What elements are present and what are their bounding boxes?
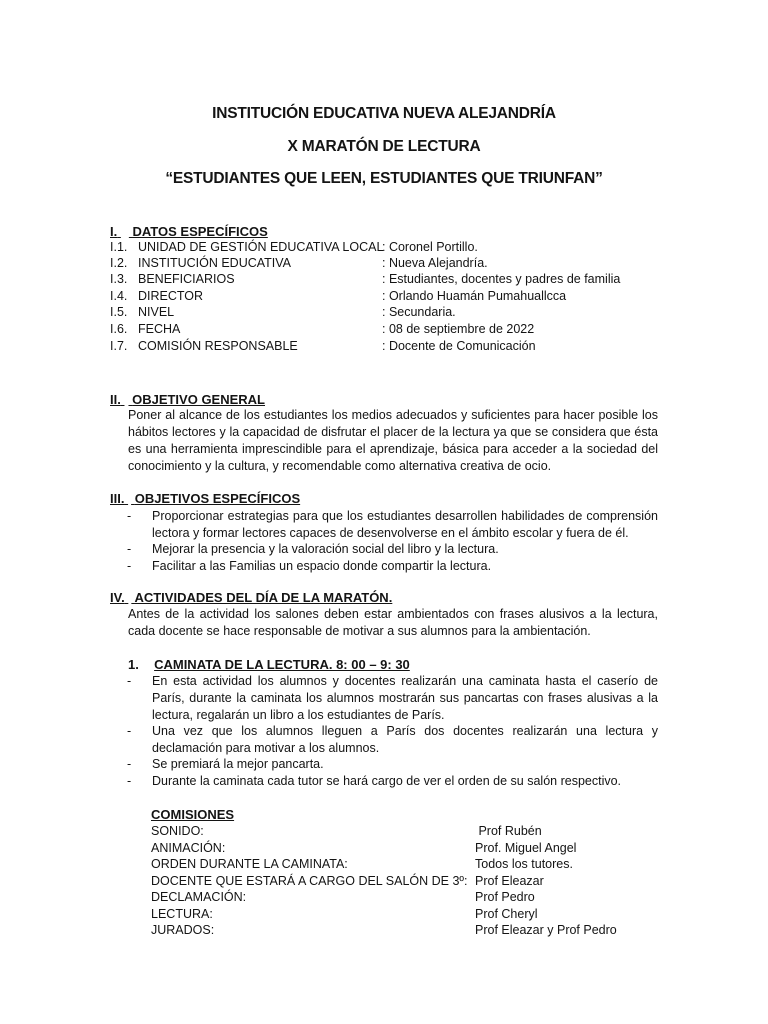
data-row xyxy=(110,272,621,286)
list-item: - Se premiará la mejor pancarta. xyxy=(127,757,324,771)
section-4-title: ACTIVIDADES DEL DÍA DE LA MARATÓN. xyxy=(134,590,393,605)
committee-row xyxy=(151,874,544,888)
list-item: - Proporcionar estrategias para que los estudiantes desarrollen habilidades de comprensión lectora y formar lectores capaces de desenvolverse en el ámbito escolar y fuera de él. xyxy=(127,509,658,540)
committee-row xyxy=(151,857,573,871)
list-item: - Una vez que los alumnos lleguen a París dos docentes realizarán una lectura y declamación para motivar a los alumnos. xyxy=(127,724,658,755)
committee-label: SONIDO: xyxy=(151,824,204,838)
event-title: X MARATÓN DE LECTURA xyxy=(287,138,481,155)
section-2-title: OBJETIVO GENERAL xyxy=(132,392,266,407)
row-label: INSTITUCIÓN EDUCATIVA xyxy=(138,256,292,270)
data-row xyxy=(110,322,535,336)
committee-row xyxy=(151,841,577,855)
row-label: BENEFICIARIOS xyxy=(138,272,235,286)
committee-value: Prof Cheryl xyxy=(475,907,538,921)
section-1-number: I. xyxy=(110,224,118,239)
row-value: : 08 de septiembre de 2022 xyxy=(382,322,535,336)
row-number: I.7. xyxy=(110,339,128,353)
data-row xyxy=(110,256,488,270)
section-1-title: DATOS ESPECÍFICOS xyxy=(132,224,268,239)
row-number: I.3. xyxy=(110,272,128,286)
row-number: I.2. xyxy=(110,256,128,270)
committee-label: DECLAMACIÓN: xyxy=(151,890,247,904)
committees-heading: COMISIONES xyxy=(151,807,235,822)
section-3-title: OBJETIVOS ESPECÍFICOS xyxy=(134,491,301,506)
committee-label: JURADOS: xyxy=(151,923,215,937)
committee-value: Prof Rubén xyxy=(475,824,542,838)
row-number: I.6. xyxy=(110,322,128,336)
row-number: I.4. xyxy=(110,289,128,303)
section-3-heading xyxy=(110,491,300,506)
list-item: - Durante la caminata cada tutor se hará cargo de ver el orden de su salón respectivo. xyxy=(127,774,622,788)
committee-row xyxy=(151,923,617,937)
committee-value: Prof Eleazar y Prof Pedro xyxy=(475,923,617,937)
committee-value: Prof Eleazar xyxy=(475,874,544,888)
data-row xyxy=(110,305,456,319)
row-value: : Estudiantes, docentes y padres de familia xyxy=(382,272,621,286)
committee-value: Todos los tutores. xyxy=(475,857,573,871)
list-item: - En esta actividad los alumnos y docentes realizarán una caminata hasta el caserío de París, durante la caminata los alumnos mostrarán sus pancartas con frases alusivas a la lectura, regalarán un libro a los estudiantes de París. xyxy=(127,674,658,722)
row-label: FECHA xyxy=(138,322,181,336)
committee-value: Prof Pedro xyxy=(475,890,535,904)
subsection-1-title: CAMINATA DE LA LECTURA. 8: 00 – 9: 30 xyxy=(154,657,410,672)
committee-label: LECTURA: xyxy=(151,907,213,921)
committee-label: ANIMACIÓN: xyxy=(151,841,226,855)
row-value: : Secundaria. xyxy=(382,305,456,319)
section-1-heading xyxy=(110,224,268,239)
data-row xyxy=(110,240,478,254)
data-row xyxy=(110,339,536,353)
list-item: - Facilitar a las Familias un espacio donde compartir la lectura. xyxy=(127,559,492,573)
section-2-heading xyxy=(110,392,265,407)
data-row xyxy=(110,289,567,303)
general-objective-text: Poner al alcance de los estudiantes los medios adecuados y suficientes para hacer posible los hábitos lectores y la capacidad de disfrutar el placer de la lectura ya que se considera que ésta es una herramienta imprescindible para el aprendizaje, básica para acceder a la sociedad del conocimiento y la cultura, y recomendable como alternativa creativa de ocio. xyxy=(128,408,658,473)
committee-label: DOCENTE QUE ESTARÁ A CARGO DEL SALÓN DE 3º: xyxy=(151,874,468,888)
row-number: I.5. xyxy=(110,305,128,319)
section-3-number: III. xyxy=(110,491,125,506)
row-value: : Nueva Alejandría. xyxy=(382,256,488,270)
row-value: : Coronel Portillo. xyxy=(382,240,478,254)
subsection-1-number: 1. xyxy=(128,657,139,672)
row-value: : Docente de Comunicación xyxy=(382,339,536,353)
section-2-number: II. xyxy=(110,392,121,407)
committee-row xyxy=(151,890,535,904)
row-value: : Orlando Huamán Pumahuallcca xyxy=(382,289,567,303)
list-item: - Mejorar la presencia y la valoración social del libro y la lectura. xyxy=(127,542,499,556)
row-number: I.1. xyxy=(110,240,128,254)
school-title: INSTITUCIÓN EDUCATIVA NUEVA ALEJANDRÍA xyxy=(212,105,556,122)
activities-intro-text: Antes de la actividad los salones deben estar ambientados con frases alusivos a la lectura, cada docente se hace responsable de motivar a sus alumnos para la ambientación. xyxy=(128,607,658,638)
section-4-number: IV. xyxy=(110,590,125,605)
committee-row xyxy=(151,907,538,921)
section-4-heading xyxy=(110,590,392,605)
committee-value: Prof. Miguel Angel xyxy=(475,841,577,855)
row-label: NIVEL xyxy=(138,305,175,319)
row-label: DIRECTOR xyxy=(138,289,204,303)
subsection-1-heading xyxy=(128,657,410,672)
row-label: COMISIÓN RESPONSABLE xyxy=(138,339,298,353)
event-slogan: “ESTUDIANTES QUE LEEN, ESTUDIANTES QUE TRIUNFAN” xyxy=(165,170,603,187)
committee-row xyxy=(151,824,542,838)
row-label: UNIDAD DE GESTIÓN EDUCATIVA LOCAL xyxy=(138,240,384,254)
committee-label: ORDEN DURANTE LA CAMINATA: xyxy=(151,857,348,871)
